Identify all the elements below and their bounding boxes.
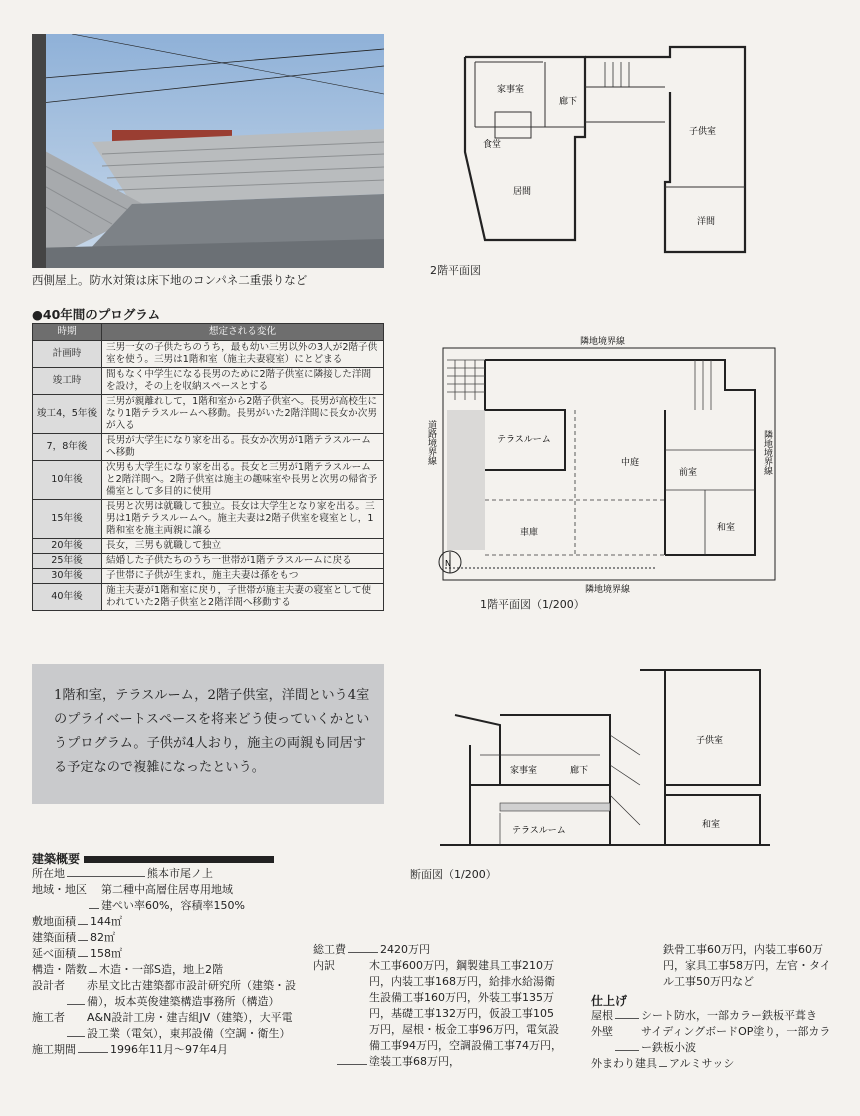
program-title: ●40年間のプログラム <box>32 307 161 322</box>
overview-row <box>32 866 297 882</box>
period-cell: 20年後 <box>33 538 102 553</box>
overview-list <box>32 866 297 1058</box>
cost-key: 総工費 <box>313 943 346 956</box>
second-floor-plan <box>455 42 765 262</box>
plan1f-title: 1階平面図（1/200） <box>480 598 585 611</box>
overview-row <box>32 978 297 1010</box>
table-row <box>33 499 384 538</box>
label-kaji-sec: 家事室 <box>510 766 538 776</box>
label-boundary-right: 隣地境界線 <box>762 430 772 475</box>
period-cell: 10年後 <box>33 460 102 499</box>
label-yoma: 洋間 <box>697 217 716 227</box>
label-washitsu-1f: 和室 <box>717 523 736 533</box>
period-cell: 竣工4，5年後 <box>33 394 102 433</box>
label-garage: 車庫 <box>520 528 539 538</box>
section-title: 断面図（1/200） <box>410 868 497 881</box>
change-cell: 長男と次男は就職して独立。長女は大学生となり家を出る。三男は1階テラスルームへ。施主夫妻は2階子供室を寝室とし，1階和室を施主両親に譲る <box>102 499 384 538</box>
period-cell: 30年後 <box>33 568 102 583</box>
table-row <box>33 553 384 568</box>
overview-value: 1996年11月～97年4月 <box>110 1043 228 1056</box>
detail-key: 内訳 <box>313 959 335 972</box>
label-kodomo-sec: 子供室 <box>696 736 724 746</box>
summary-text: 1階和室，テラスルーム，2階子供室，洋間という4室のプライベートスペースを将来どう使っていくかというプログラム。子供が4人おり，施主の両親も同居する予定なので複雑になったという。 <box>54 688 370 775</box>
period-cell: 40年後 <box>33 583 102 610</box>
overview-key: 施工期間 <box>32 1043 76 1056</box>
period-cell: 15年後 <box>33 499 102 538</box>
change-cell: 間もなく中学生になる長男のために2階子供室に隣接した洋間を設け，その上を収納スペースとする <box>102 367 384 394</box>
table-row <box>33 538 384 553</box>
detail-value: 木工事600万円，鋼製建具工事210万円，内装工事168万円，給排水給湯衛生設備工事160万円，外装工事135万円，基礎工事132万円，仮設工事105万円，屋根・板金工事96万円，電気設備工事94万円，空調設備工事74万円，塗装工事68万円， <box>369 959 562 1068</box>
label-kaji-2f: 家事室 <box>497 85 525 95</box>
header-period: 時期 <box>33 324 102 341</box>
overview-row <box>32 930 297 946</box>
plan2f-title: 2階平面図 <box>430 264 481 277</box>
overview-value: 木造・一部S造，地上2階 <box>99 963 223 976</box>
overview-key: 構造・階数 <box>32 963 87 976</box>
cost-row <box>313 942 563 958</box>
overview-key: 敷地面積 <box>32 915 76 928</box>
period-cell: 25年後 <box>33 553 102 568</box>
overview-value: 158㎡ <box>90 947 122 960</box>
change-cell: 結婚した子供たちのうち一世帯が1階テラスルームに戻る <box>102 553 384 568</box>
photo-caption: 西側屋上。防水対策は床下地のコンパネ二重張りなど <box>32 273 308 287</box>
label-terrace-1f: テラスルーム <box>497 435 551 445</box>
label-washitsu-sec: 和室 <box>702 820 721 830</box>
period-cell: 計画時 <box>33 341 102 368</box>
change-cell: 次男も大学生になり家を出る。長女と三男が1階テラスルームと2階洋間へ。2階子供室は施主の趣味室や長男と次男の帰省予備室として多目的に使用 <box>102 460 384 499</box>
overview-row <box>32 914 297 930</box>
table-row <box>33 394 384 433</box>
overview-row <box>32 1010 297 1042</box>
overview-key: 所在地 <box>32 867 65 880</box>
table-row <box>33 583 384 610</box>
detail-continued: 鉄骨工事60万円，内装工事60万円，家具工事58万円，左官・タイル工事50万円など <box>663 943 831 988</box>
header-change: 想定される変化 <box>102 324 384 341</box>
label-shokudo: 食堂 <box>483 140 502 150</box>
label-road: 道路境界線 <box>426 420 436 465</box>
section-drawing <box>440 665 770 865</box>
overview-row <box>32 1042 297 1058</box>
cost-block <box>313 942 563 1070</box>
label-ima: 居間 <box>513 187 532 197</box>
overview-value: 赤星文比古建築都市設計研究所（建築・設備），坂本英俊建築構造事務所（構造） <box>87 979 296 1008</box>
overview-row <box>32 882 297 914</box>
change-cell: 三男一女の子供たちのうち，最も幼い三男以外の3人が2階子供室を使う。三男は1階和室（施主夫妻寝室）にとどまる <box>102 341 384 368</box>
program-table <box>32 323 384 611</box>
label-courtyard: 中庭 <box>621 458 640 468</box>
overview-value: 82㎡ <box>90 931 115 944</box>
overview-title-text: 建築概要 <box>32 852 81 866</box>
overview-key: 地域・地区 <box>32 883 87 896</box>
overview-value: 熊本市尾ノ上 <box>147 867 213 880</box>
first-floor-plan <box>425 330 785 595</box>
overview-value: 144㎡ <box>90 915 122 928</box>
overview-value: A&N設計工房・建吉組JV（建築），大平電設工業（電気），東邦設備（空調・衛生） <box>87 1011 293 1040</box>
finish-list <box>591 1008 836 1072</box>
table-row <box>33 341 384 368</box>
cost-value: 2420万円 <box>380 943 430 956</box>
overview-row <box>32 946 297 962</box>
label-terrace-sec: テラスルーム <box>512 826 566 836</box>
change-cell: 長男が大学生になり家を出る。長女か次男が1階テラスルームへ移動 <box>102 433 384 460</box>
overview-row <box>32 962 297 978</box>
finish-key: 屋根 <box>591 1009 613 1022</box>
finish-key: 外壁 <box>591 1025 613 1038</box>
finish-title: 仕上げ <box>591 994 628 1008</box>
finish-row <box>591 1056 836 1072</box>
rooftop-photo <box>32 34 384 268</box>
finish-row <box>591 1024 836 1056</box>
period-cell: 竣工時 <box>33 367 102 394</box>
label-boundary-bottom: 隣地境界線 <box>585 585 631 595</box>
label-rouka-2f: 廊下 <box>559 97 578 107</box>
table-row <box>33 433 384 460</box>
title-bar <box>84 856 274 863</box>
finish-key: 外まわり建具 <box>591 1057 657 1070</box>
finish-value: シート防水，一部カラー鉄板平葺き <box>641 1009 817 1022</box>
table-row <box>33 367 384 394</box>
change-cell: 施主夫妻が1階和室に戻り，子世帯が施主夫妻の寝室として使われていた2階子供室と2階洋間へ移動する <box>102 583 384 610</box>
label-rouka-sec: 廊下 <box>570 766 589 776</box>
overview-key: 延べ面積 <box>32 947 76 960</box>
change-cell: 長女，三男も就職して独立 <box>102 538 384 553</box>
overview-key: 設計者 <box>32 979 65 992</box>
label-boundary-top: 隣地境界線 <box>580 337 626 347</box>
period-cell: 7，8年後 <box>33 433 102 460</box>
overview-key: 施工者 <box>32 1011 65 1024</box>
north-mark: N <box>445 559 451 568</box>
table-row <box>33 460 384 499</box>
finish-value: アルミサッシ <box>669 1057 735 1070</box>
detail-row <box>313 958 563 1070</box>
label-front: 前室 <box>679 468 698 478</box>
change-cell: 子世帯に子供が生まれ，施主夫妻は孫をもつ <box>102 568 384 583</box>
overview-title <box>32 850 274 867</box>
change-cell: 三男が親離れして，1階和室から2階子供室へ。長男が高校生になり1階テラスルームへ移動。長男がいた2階洋間に長女か次男が入る <box>102 394 384 433</box>
label-kodomo-2f: 子供室 <box>689 127 717 137</box>
finish-value: サイディングボードOP塗り，一部カラー鉄板小波 <box>641 1025 831 1054</box>
overview-key: 建築面積 <box>32 931 76 944</box>
overview-value: 第二種中高層住居専用地域 建ぺい率60%，容積率150% <box>101 883 245 912</box>
table-row <box>33 568 384 583</box>
finish-row <box>591 1008 836 1024</box>
summary-box <box>32 664 384 804</box>
